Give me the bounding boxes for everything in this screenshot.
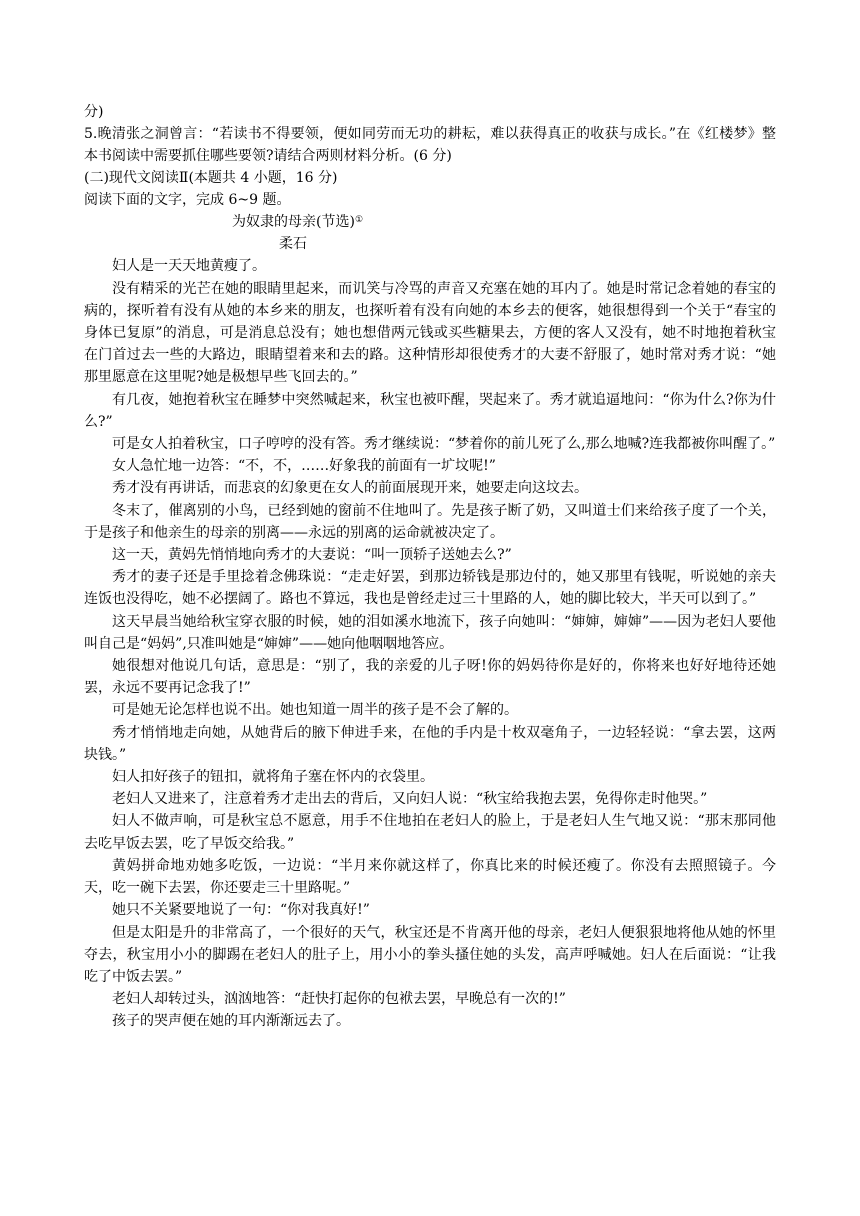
passage-author: 柔石	[279, 236, 307, 253]
footnote-marker: ①	[354, 215, 364, 226]
document-page	[84, 101, 776, 1033]
passage-title	[232, 211, 776, 233]
paragraph: 可是女人拍着秋宝，口子哼哼的没有答。秀才继续说：“梦着你的前儿死了么,那么地喊?连我都被你叫醒了。”	[112, 436, 776, 453]
paragraph: 妇人不做声响，可是秋宝总不愿意，用手不住地拍在老妇人的脸上，于是老妇人生气地又说：“那末那同他去吃早饭去罢，吃了早饭交给我。”	[84, 813, 776, 852]
paragraph: 但是太阳是升的非常高了，一个很好的天气，秋宝还是不肯离开他的母亲，老妇人便狠狠地将他从她的怀里夺去，秋宝用小小的脚踢在老妇人的肚子上，用小小的拳头搔住她的头发，高声呼喊她。妇人在后面说：“让我吃了中饭去罢。”	[84, 924, 776, 985]
paragraph: 妇人扣好孩子的钮扣，就将角子塞在怀内的衣袋里。	[112, 769, 434, 786]
paragraph: 没有精采的光芒在她的眼睛里起来，而讥笑与冷骂的声音又充塞在她的耳内了。她是时常记念着她的春宝的病的，探听着有没有从她的本乡来的朋友，也探听着有没有向她的本乡去的便客，她很想得到一个关于“春宝的身体已复原”的消息，可是消息总没有；她也想借两元钱或买些糖果去，方便的客人又没有，她不时地抱着秋宝在门首过去一些的大路边，眼睛望着来和去的路。这种情形却很使秀才的大妻不舒服了，她时常对秀才说：“她那里愿意在这里呢?她是极想早些飞回去的。”	[84, 280, 776, 386]
paragraph: 女人急忙地一边答：“不，不，……好象我的前面有一圹坟呢!”	[112, 458, 496, 475]
paragraph: 秀才悄悄地走向她，从她背后的腋下伸进手来，在他的手内是十枚双毫角子，一边轻轻说：“拿去罢，这两块钱。”	[84, 724, 776, 763]
paragraph: 孩子的哭声便在她的耳内渐渐远去了。	[112, 1013, 350, 1030]
paragraph: 这一天，黄妈先悄悄地向秀才的大妻说：“叫一顶轿子送她去么?”	[112, 547, 512, 564]
question-5: 5.晚清张之洞曾言：“若读书不得要领，便如同劳而无功的耕耘，难以获得真正的收获与成长。”在《红楼梦》整本书阅读中需要抓住哪些要领?请结合两则材料分析。(6 分)	[84, 126, 776, 165]
section-heading: (二)现代文阅读Ⅱ(本题共 4 小题，16 分)	[84, 170, 338, 187]
paragraph: 有几夜，她抱着秋宝在睡梦中突然喊起来，秋宝也被吓醒，哭起来了。秀才就追逼地问：“你为什么?你为什么?”	[84, 391, 776, 430]
paragraph: 她很想对他说几句话，意思是：“别了，我的亲爱的儿子呀!你的妈妈待你是好的，你将来也好好地待还她罢，永远不要再记念我了!”	[84, 658, 776, 697]
reading-instruction: 阅读下面的文字，完成 6~9 题。	[84, 192, 291, 209]
paragraph: 老妇人却转过头，汹汹地答：“赶快打起你的包袱去罢，早晚总有一次的!”	[112, 991, 566, 1008]
paragraph: 她只不关紧要地说了一句：“你对我真好!”	[112, 902, 370, 919]
paragraph: 可是她无论怎样也说不出。她也知道一周半的孩子是不会了解的。	[112, 702, 518, 719]
paragraph: 妇人是一天天地黄瘦了。	[112, 258, 266, 275]
paragraph: 黄妈拼命地劝她多吃饭，一边说：“半月来你就这样了，你真比来的时候还瘦了。你没有去照照镜子。今天，吃一碗下去罢，你还要走三十里路呢。”	[84, 857, 776, 897]
header-line: 分)	[84, 104, 104, 120]
paragraph: 这天早晨当她给秋宝穿衣服的时候，她的泪如溪水地流下，孩子向她叫：“婶婶，婶婶”——因为老妇人要他叫自己是“妈妈”,只准叫她是“婶婶”——她向他咽咽地答应。	[84, 613, 776, 652]
paragraph: 秀才的妻子还是手里捻着念佛珠说：“走走好罢，到那边轿钱是那边付的，她又那里有钱呢，听说她的亲夫连饭也没得吃，她不必摆阔了。路也不算远，我也是曾经走过三十里路的人，她的脚比较大，半天可以到了。”	[84, 569, 776, 608]
paragraph: 秀才没有再讲话，而悲哀的幻象更在女人的前面展现开来，她要走向这坟去。	[112, 480, 588, 497]
passage-title-text: 为奴隶的母亲(节选)	[232, 214, 355, 231]
paragraph: 老妇人又进来了，注意着秀才走出去的背后，又向妇人说：“秋宝给我抱去罢，免得你走时他哭。”	[112, 791, 708, 808]
paragraph: 冬末了，催离别的小鸟，已经到她的窗前不住地叫了。先是孩子断了奶，又叫道士们来给孩子度了一个关，于是孩子和他亲生的母亲的别离——永远的别离的运命就被决定了。	[84, 502, 776, 541]
